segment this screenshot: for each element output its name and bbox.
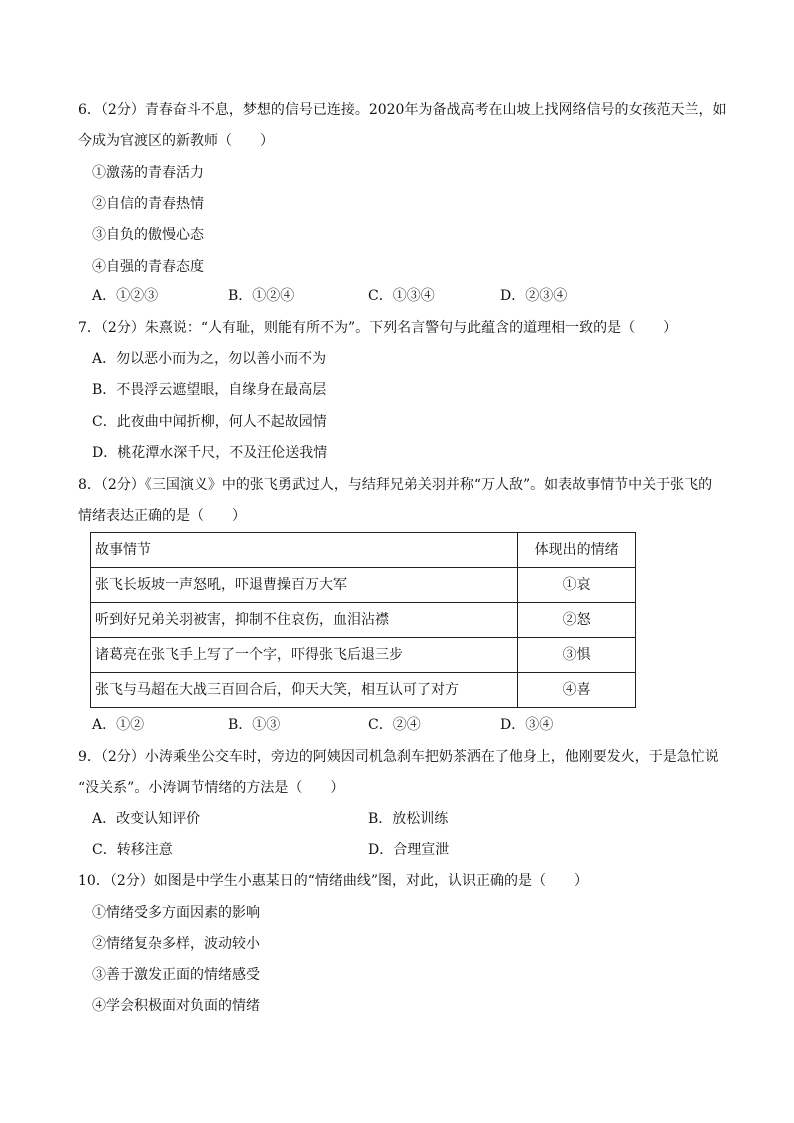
question-6-item-1: ①激荡的青春活力 [92, 165, 204, 181]
question-9-option-a: A．改变认知评价 [92, 811, 201, 827]
question-9-option-d: D．合理宣泄 [368, 842, 450, 858]
question-10-item-1: ①情绪受多方面因素的影响 [92, 905, 260, 921]
question-7-option-d: D．桃花潭水深千尺，不及汪伦送我情 [92, 445, 328, 461]
table-header-row [91, 533, 636, 568]
question-7-option-b: B．不畏浮云遮望眼，自缘身在最高层 [92, 382, 327, 398]
table-cell-story: 听到好兄弟关羽被害，抑制不住哀伤，血泪沾襟 [91, 603, 518, 638]
question-10-item-2: ②情绪复杂多样，波动较小 [92, 936, 260, 952]
question-9-option-c: C．转移注意 [92, 842, 173, 858]
table-cell-story: 张飞与马超在大战三百回合后，仰天大笑，相互认可了对方 [91, 673, 518, 708]
question-8-option-a: A．①② [92, 717, 145, 733]
question-8-stem-line-1: 8．（2分）《三国演义》中的张飞勇武过人，与结拜兄弟关羽并称“万人敌”。如表故事情节中关于张飞的 [78, 477, 713, 493]
table-header-emotion: 体现出的情绪 [518, 533, 636, 568]
table-row [91, 603, 636, 638]
question-7-option-a: A．勿以恶小而为之，勿以善小而不为 [92, 351, 327, 367]
question-6-item-2: ②自信的青春热情 [92, 196, 204, 212]
table-row [91, 673, 636, 708]
question-9-stem-line-1: 9．（2分）小涛乘坐公交车时，旁边的阿姨因司机急刹车把奶茶洒在了他身上，他刚要发火，于是急忙说 [78, 749, 719, 765]
table-header-story: 故事情节 [91, 533, 518, 568]
question-8-option-d: D．③④ [500, 717, 554, 733]
question-6-option-b: B．①②④ [228, 288, 295, 304]
question-8-stem-line-2: 情绪表达正确的是（ ） [78, 508, 246, 524]
question-6-item-3: ③自负的傲慢心态 [92, 227, 204, 243]
question-9-stem-line-2: “没关系”。小涛调节情绪的方法是（ ） [78, 780, 345, 796]
question-6-option-c: C．①③④ [368, 288, 435, 304]
question-6-stem-line-2: 今成为官渡区的新教师（ ） [78, 133, 274, 149]
question-8-option-b: B．①③ [228, 717, 281, 733]
question-6-item-4: ④自强的青春态度 [92, 259, 204, 275]
question-7-option-c: C．此夜曲中闻折柳，何人不起故园情 [92, 414, 327, 430]
question-6-option-d: D．②③④ [500, 288, 568, 304]
question-10-item-3: ③善于激发正面的情绪感受 [92, 967, 260, 983]
question-7-stem: 7．（2分）朱熹说：“人有耻，则能有所不为”。下列名言警句与此蕴含的道理相一致的是（ ） [78, 320, 678, 336]
question-6-stem-line-1: 6．（2分）青春奋斗不息，梦想的信号已连接。2020年为备战高考在山坡上找网络信号的女孩范天兰，如 [78, 102, 727, 118]
table-row [91, 568, 636, 603]
question-10-stem: 10．（2分）如图是中学生小惠某日的“情绪曲线”图，对此，认识正确的是（ ） [78, 873, 589, 889]
question-9-option-b: B．放松训练 [368, 811, 449, 827]
table-cell-emotion: ④喜 [518, 673, 636, 708]
question-10-item-4: ④学会积极面对负面的情绪 [92, 998, 260, 1014]
table-cell-emotion: ②怒 [518, 603, 636, 638]
table-cell-emotion: ③惧 [518, 638, 636, 673]
table-row [91, 638, 636, 673]
table-cell-story: 诸葛亮在张飞手上写了一个字，吓得张飞后退三步 [91, 638, 518, 673]
story-emotion-table [90, 532, 636, 708]
table-cell-story: 张飞长坂坡一声怒吼，吓退曹操百万大军 [91, 568, 518, 603]
question-8-option-c: C．②④ [368, 717, 421, 733]
table-cell-emotion: ①哀 [518, 568, 636, 603]
question-6-option-a: A．①②③ [92, 288, 159, 304]
